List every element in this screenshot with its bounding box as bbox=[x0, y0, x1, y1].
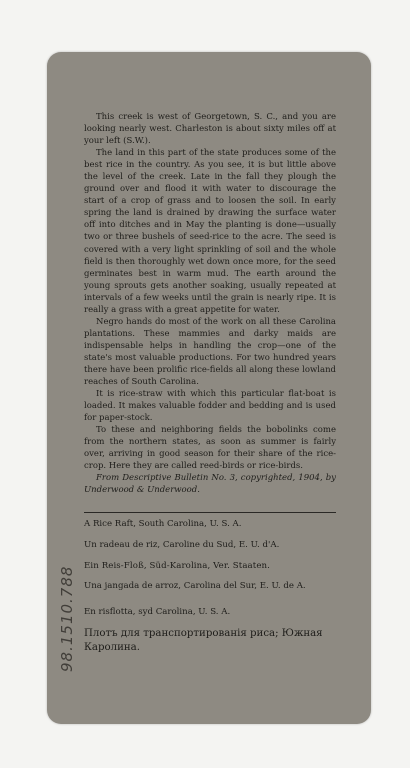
description-text bbox=[84, 111, 336, 497]
paragraph-plantation-work: Negro hands do most of the work on all these Carolina plantations. These mammies and darky maids are indispensable helps in handling the crop—one of the state's most valuable productions. For two hundred years there have been prolific rice-fields all along these lowland reaches of South Carolina. bbox=[84, 316, 336, 388]
caption-french: Un radeau de riz, Caroline du Sud, E. U. d'A. bbox=[84, 540, 280, 550]
handwritten-accession-number bbox=[50, 532, 94, 682]
caption-german: Ein Reis-Floß, Süd-Karolina, Ver. Staaten. bbox=[84, 561, 270, 571]
paragraph-bobolinks: To these and neighboring fields the bobolinks come from the northern states, as soon as summer is fairly over, arriving in good season for their share of the rice-crop. Here they are called reed-birds or rice-birds. bbox=[84, 425, 336, 472]
caption-swedish: En risflotta, syd Carolina, U. S. A. bbox=[84, 607, 231, 617]
handwritten-note-text: 98.1510.788 bbox=[58, 565, 76, 672]
caption-english: A Rice Raft, South Carolina, U. S. A. bbox=[84, 519, 242, 529]
paragraph-rice-land: The land in this part of the state produces some of the best rice in the country. As you see, it is but little above the level of the creek. Late in the fall they plough the ground over and flood it with water to discourage the start of a crop of grass and to loosen the soil. In early spring the land is drained by drawing the surface water off into ditches and in May the planting is done—usually two or three bushels of seed-rice to the acre. The seed is covered with a very light sprinkling of soil and the whole field is then thoroughly wet down once more, for the seed germinates best in warm mud. The earth around the young sprouts gets another soaking, usually repeated at intervals of a few weeks until the grain is nearly ripe. It is really a grass with a great appetite for water. bbox=[84, 148, 336, 315]
paragraph-rice-straw: It is rice-straw with which this particular flat-boat is loaded. It makes valuable fodder and bedding and is used for paper-stock. bbox=[84, 389, 336, 424]
source-note: From Descriptive Bulletin No. 3, copyrighted, 1904, by Underwood & Underwood. bbox=[84, 473, 336, 496]
paragraph-intro: This creek is west of Georgetown, S. C., and you are looking nearly west. Charleston is about sixty miles off at your left (S.W.). bbox=[84, 112, 336, 147]
caption-spanish: Una jangada de arroz, Carolina del Sur, E. U. de A. bbox=[84, 581, 306, 591]
divider-rule bbox=[84, 512, 336, 513]
caption-russian: Плотъ для транспортированія риса; Южная Каролина. bbox=[84, 628, 323, 653]
